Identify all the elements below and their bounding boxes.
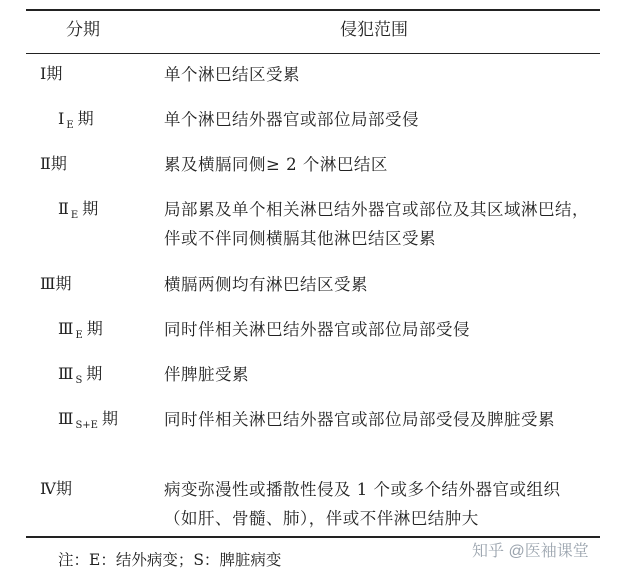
stage-label — [58, 363, 102, 388]
stage-suffix: 期 — [86, 364, 103, 383]
stage-label — [40, 63, 62, 85]
stage-suffix: 期 — [82, 199, 99, 218]
stage-subscript: E — [70, 210, 79, 221]
stage-subscript: S+E — [75, 420, 98, 431]
stage-roman: Ⅲ — [40, 274, 56, 293]
stage-roman: Ⅰ — [58, 109, 65, 128]
stage-description: 单个淋巴结区受累 — [164, 65, 300, 84]
stage-label — [40, 273, 71, 295]
watermark: 知乎 @医袖课堂 — [472, 543, 589, 560]
table-header-rule — [26, 53, 600, 54]
stage-description: 伴脾脏受累 — [164, 365, 249, 384]
stage-suffix: 期 — [101, 409, 118, 428]
stage-label — [58, 108, 94, 133]
table-top-rule — [26, 9, 600, 11]
stage-description: 局部累及单个相关淋巴结外器官或部位及其区域淋巴结，伴或不伴同侧横膈其他淋巴结区受累 — [164, 200, 589, 248]
header-scope: 侵犯范围 — [340, 20, 408, 40]
stage-suffix: 期 — [77, 109, 94, 128]
stage-suffix: 期 — [50, 154, 67, 173]
stage-label — [58, 408, 118, 433]
stage-subscript: S — [75, 375, 83, 386]
stage-subscript: E — [75, 330, 83, 341]
stage-description: 病变弥漫性或播散性侵及 1 个或多个结外器官或组织（如肝、骨髓、肺），伴或不伴淋巴结肿大 — [164, 480, 561, 528]
stage-suffix: 期 — [86, 319, 103, 338]
stage-subscript: E — [66, 120, 74, 131]
header-stage: 分期 — [66, 20, 100, 40]
stage-roman: Ⅲ — [58, 319, 74, 338]
stage-roman: Ⅳ — [40, 479, 56, 498]
stage-roman: Ⅲ — [58, 409, 74, 428]
stage-description: 同时伴相关淋巴结外器官或部位局部受侵 — [164, 320, 470, 339]
table-footnote: 注：E：结外病变；S：脾脏病变 — [58, 551, 282, 569]
stage-suffix: 期 — [55, 274, 72, 293]
stage-suffix: 期 — [46, 64, 63, 83]
stage-description: 同时伴相关淋巴结外器官或部位局部受侵及脾脏受累 — [164, 410, 555, 429]
stage-description: 单个淋巴结外器官或部位局部受侵 — [164, 110, 419, 129]
stage-label — [40, 478, 72, 500]
stage-roman: Ⅲ — [58, 364, 74, 383]
stage-description: 累及横膈同侧≥ 2 个淋巴结区 — [164, 155, 388, 174]
stage-label — [58, 318, 103, 343]
stage-roman: Ⅰ — [40, 64, 47, 83]
table-bottom-rule — [26, 536, 600, 538]
stage-suffix: 期 — [55, 479, 72, 498]
stage-description: 横膈两侧均有淋巴结区受累 — [164, 275, 368, 294]
stage-roman: Ⅱ — [40, 154, 51, 173]
stage-roman: Ⅱ — [58, 199, 69, 218]
stage-label — [40, 153, 67, 175]
stage-label — [58, 198, 98, 223]
